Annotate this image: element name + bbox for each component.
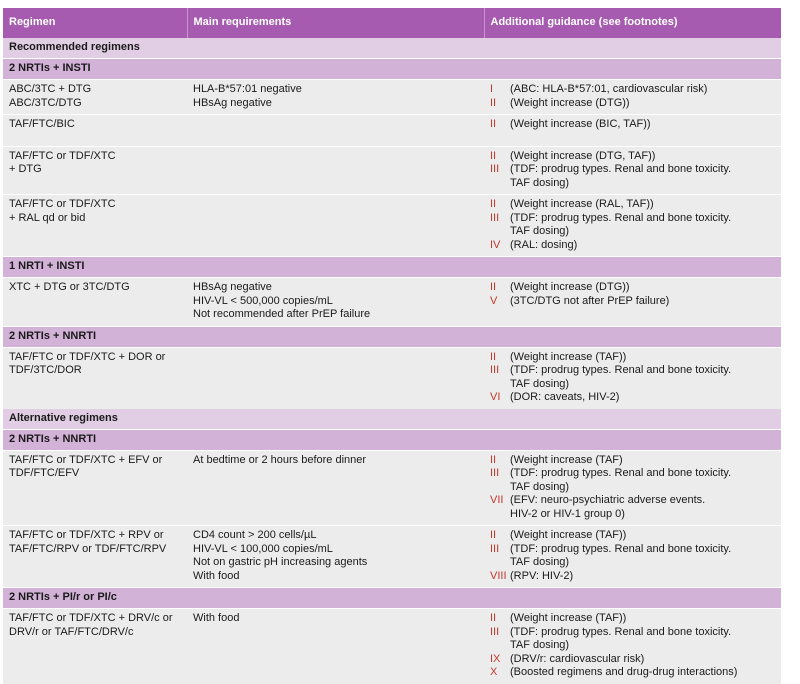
- guidance-text: [510, 494, 775, 521]
- requirements-cell: [187, 80, 484, 115]
- column-header-regimen: Regimen: [3, 8, 187, 38]
- group-title: 1 NRTI + INSTI: [3, 257, 781, 278]
- guidance-item: [490, 351, 775, 365]
- guidance-item: [490, 666, 775, 680]
- regimen-line: TAF/FTC or TDF/XTC: [9, 198, 116, 210]
- guidance-text: [510, 570, 775, 584]
- regimen-line: + RAL qd or bid: [9, 211, 86, 224]
- guidance-item: [490, 494, 775, 521]
- footnote-number: VII: [490, 494, 504, 506]
- guidance-line: (RAL: dosing): [510, 238, 578, 251]
- footnote-number: X: [490, 666, 498, 678]
- guidance-line: (3TC/DTG not after PrEP failure): [510, 294, 670, 307]
- requirement-line: With food: [193, 612, 240, 624]
- table-body: [3, 38, 781, 684]
- footnote-number: III: [490, 625, 500, 638]
- requirements-cell: [187, 146, 484, 195]
- guidance-line: (TDF: prodrug types. Renal and bone toxicity.: [510, 625, 732, 638]
- guidance-cell: [484, 526, 781, 588]
- group-header-row: [3, 429, 781, 450]
- regimen-line: TDF/3TC/DOR: [9, 364, 82, 376]
- requirement-line: HBsAg negative: [193, 281, 272, 293]
- regimen-line: TAF/FTC/RPV or TDF/FTC/RPV: [9, 542, 167, 555]
- requirements-cell: [187, 526, 484, 588]
- guidance-text: [510, 150, 775, 164]
- regimen-line: TDF/FTC/EFV: [9, 467, 80, 479]
- footnote-number: III: [490, 211, 500, 224]
- regimen-cell: [3, 347, 187, 409]
- regimen-line: ABC/3TC + DTG: [9, 83, 92, 95]
- table-row: [3, 146, 781, 195]
- guidance-line: (Weight increase (TAF): [510, 453, 623, 466]
- guidance-text: [510, 163, 775, 190]
- footnote-number: III: [490, 542, 500, 555]
- regimen-line: + DTG: [9, 163, 42, 175]
- regimen-cell: [3, 80, 187, 115]
- regimen-line: TAF/FTC or TDF/XTC + EFV or: [9, 453, 163, 466]
- guidance-cell: [484, 146, 781, 195]
- guidance-text: [510, 467, 775, 494]
- section-header-row: [3, 38, 781, 59]
- guidance-line: TAF dosing): [510, 639, 570, 651]
- footnote-number: II: [490, 118, 497, 130]
- regimen-cell: [3, 278, 187, 327]
- requirements-cell: [187, 347, 484, 409]
- requirements-cell: [187, 195, 484, 257]
- section-header-row: [3, 409, 781, 430]
- guidance-item: [490, 198, 775, 212]
- regimen-line: TAF/FTC or TDF/XTC + DOR or: [9, 350, 166, 363]
- footnote-number: II: [490, 612, 497, 624]
- guidance-line: (Weight increase (TAF)): [510, 350, 627, 363]
- footnote-number: II: [490, 198, 497, 210]
- guidance-line: (Weight increase (TAF)): [510, 529, 627, 541]
- guidance-text: [510, 295, 775, 309]
- regimen-line: TAF/FTC or TDF/XTC + DRV/c or: [9, 612, 173, 624]
- footnote-number: IX: [490, 652, 501, 665]
- footnote-number: VIII: [490, 569, 507, 582]
- regimens-table-container: [3, 8, 781, 684]
- guidance-cell: [484, 115, 781, 147]
- requirement-line: HIV-VL < 500,000 copies/mL: [193, 294, 333, 307]
- table-row: [3, 450, 781, 526]
- guidance-line: (Weight increase (DTG, TAF)): [510, 149, 656, 162]
- footnote-number: II: [490, 149, 497, 162]
- footnote-number: III: [490, 364, 500, 376]
- group-header-row: [3, 588, 781, 609]
- guidance-item: [490, 97, 775, 111]
- column-header-main-requirements: Main requirements: [187, 8, 484, 38]
- guidance-item: [490, 118, 775, 132]
- guidance-line: (TDF: prodrug types. Renal and bone toxicity.: [510, 211, 732, 224]
- guidance-text: [510, 612, 775, 626]
- guidance-item: [490, 239, 775, 253]
- regimen-cell: [3, 115, 187, 147]
- table-header-row: [3, 8, 781, 38]
- requirement-line: Not recommended after PrEP failure: [193, 308, 371, 320]
- regimen-cell: [3, 526, 187, 588]
- regimens-table: [3, 8, 781, 684]
- guidance-text: [510, 281, 775, 295]
- guidance-line: (Boosted regimens and drug-drug interactions): [510, 666, 738, 678]
- guidance-text: [510, 454, 775, 468]
- footnote-number: V: [490, 294, 498, 307]
- guidance-line: HIV-2 or HIV-1 group 0): [510, 507, 625, 520]
- guidance-line: (ABC: HLA-B*57:01, cardiovascular risk): [510, 83, 708, 95]
- requirement-line: HIV-VL < 100,000 copies/mL: [193, 542, 333, 555]
- section-title: Recommended regimens: [3, 38, 781, 59]
- guidance-text: [510, 529, 775, 543]
- guidance-line: TAF dosing): [510, 556, 570, 568]
- guidance-text: [510, 351, 775, 365]
- regimen-line: DRV/r or TAF/FTC/DRV/c: [9, 625, 134, 638]
- guidance-item: [490, 83, 775, 97]
- requirement-line: HLA-B*57:01 negative: [193, 83, 302, 95]
- footnote-number: III: [490, 163, 500, 175]
- table-row: [3, 609, 781, 684]
- guidance-text: [510, 239, 775, 253]
- group-header-row: [3, 59, 781, 80]
- requirement-line: At bedtime or 2 hours before dinner: [193, 453, 367, 466]
- guidance-cell: [484, 450, 781, 526]
- guidance-text: [510, 626, 775, 653]
- group-title: 2 NRTIs + PI/r or PI/c: [3, 588, 781, 609]
- guidance-line: (Weight increase (DTG)): [510, 281, 630, 293]
- requirements-cell: [187, 115, 484, 147]
- requirements-cell: [187, 450, 484, 526]
- guidance-text: [510, 97, 775, 111]
- guidance-item: [490, 570, 775, 584]
- guidance-item: [490, 150, 775, 164]
- guidance-line: (EFV: neuro-psychiatric adverse events.: [510, 494, 706, 506]
- guidance-line: TAF dosing): [510, 225, 570, 237]
- guidance-line: TAF dosing): [510, 176, 570, 189]
- guidance-line: (TDF: prodrug types. Renal and bone toxicity.: [510, 364, 732, 376]
- guidance-item: [490, 454, 775, 468]
- footnote-number: I: [490, 83, 494, 95]
- regimen-line: XTC + DTG or 3TC/DTG: [9, 281, 130, 293]
- guidance-line: (TDF: prodrug types. Renal and bone toxicity.: [510, 542, 732, 555]
- guidance-line: (RPV: HIV-2): [510, 569, 574, 582]
- guidance-text: [510, 666, 775, 680]
- regimen-cell: [3, 450, 187, 526]
- section-title: Alternative regimens: [3, 409, 781, 430]
- group-title: 2 NRTIs + NNRTI: [3, 429, 781, 450]
- regimen-cell: [3, 146, 187, 195]
- guidance-text: [510, 83, 775, 97]
- guidance-line: (Weight increase (BIC, TAF)): [510, 118, 651, 130]
- guidance-item: [490, 612, 775, 626]
- requirements-cell: [187, 609, 484, 684]
- footnote-number: II: [490, 529, 497, 541]
- table-row: [3, 80, 781, 115]
- table-row: [3, 115, 781, 147]
- regimen-cell: [3, 609, 187, 684]
- guidance-item: [490, 653, 775, 667]
- table-row: [3, 278, 781, 327]
- footnote-number: II: [490, 453, 497, 466]
- guidance-line: (DRV/r: cardiovascular risk): [510, 652, 645, 665]
- guidance-item: [490, 163, 775, 190]
- guidance-line: (Weight increase (RAL, TAF)): [510, 198, 654, 210]
- group-title: 2 NRTIs + INSTI: [3, 59, 781, 80]
- guidance-text: [510, 118, 775, 132]
- guidance-item: [490, 212, 775, 239]
- guidance-item: [490, 467, 775, 494]
- regimen-line: TAF/FTC or TDF/XTC + RPV or: [9, 529, 164, 541]
- column-header-additional-guidance: Additional guidance (see footnotes): [484, 8, 781, 38]
- requirements-cell: [187, 278, 484, 327]
- requirement-line: CD4 count > 200 cells/µL: [193, 529, 317, 541]
- guidance-item: [490, 543, 775, 570]
- guidance-item: [490, 295, 775, 309]
- guidance-item: [490, 529, 775, 543]
- guidance-line: (Weight increase (DTG)): [510, 96, 630, 109]
- guidance-cell: [484, 278, 781, 327]
- guidance-cell: [484, 195, 781, 257]
- footnote-number: IV: [490, 238, 501, 251]
- guidance-item: [490, 281, 775, 295]
- guidance-text: [510, 653, 775, 667]
- guidance-cell: [484, 609, 781, 684]
- requirement-line: With food: [193, 569, 240, 582]
- group-header-row: [3, 257, 781, 278]
- regimen-line: ABC/3TC/DTG: [9, 96, 82, 109]
- footnote-number: II: [490, 96, 497, 109]
- guidance-item: [490, 391, 775, 405]
- group-title: 2 NRTIs + NNRTI: [3, 326, 781, 347]
- footnote-number: II: [490, 281, 497, 293]
- guidance-text: [510, 543, 775, 570]
- regimen-line: TAF/FTC/BIC: [9, 118, 75, 130]
- guidance-item: [490, 626, 775, 653]
- requirement-line: HBsAg negative: [193, 96, 272, 109]
- guidance-text: [510, 391, 775, 405]
- guidance-line: TAF dosing): [510, 377, 570, 390]
- regimen-line: TAF/FTC or TDF/XTC: [9, 149, 116, 162]
- table-row: [3, 526, 781, 588]
- guidance-line: TAF dosing): [510, 480, 570, 493]
- guidance-line: (DOR: caveats, HIV-2): [510, 391, 620, 403]
- table-row: [3, 347, 781, 409]
- guidance-cell: [484, 80, 781, 115]
- footnote-number: III: [490, 467, 500, 479]
- guidance-text: [510, 198, 775, 212]
- guidance-line: (TDF: prodrug types. Renal and bone toxicity.: [510, 163, 732, 175]
- guidance-item: [490, 364, 775, 391]
- footnote-number: VI: [490, 391, 501, 403]
- guidance-text: [510, 364, 775, 391]
- guidance-line: (TDF: prodrug types. Renal and bone toxicity.: [510, 467, 732, 479]
- guidance-line: (Weight increase (TAF)): [510, 612, 627, 624]
- guidance-text: [510, 212, 775, 239]
- footnote-number: II: [490, 350, 497, 363]
- requirement-line: Not on gastric pH increasing agents: [193, 556, 368, 568]
- table-row: [3, 195, 781, 257]
- guidance-cell: [484, 347, 781, 409]
- regimen-cell: [3, 195, 187, 257]
- group-header-row: [3, 326, 781, 347]
